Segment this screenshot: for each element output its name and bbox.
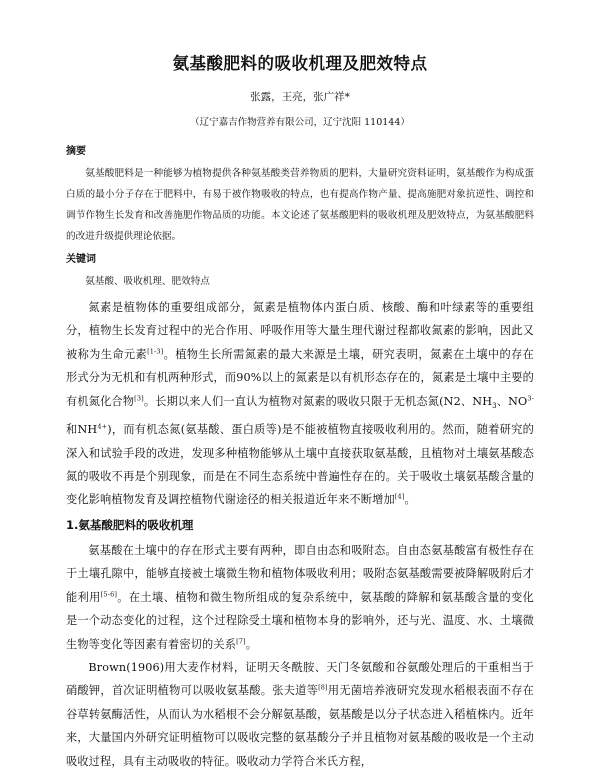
s1-p2-text-b: 用无菌培养液研究发现水稻根表面不存在谷草转氨酶活性，从而认为水稻根不会分解氨基酸，氨基酸是以分子状态进入稻植株内。近年来，大量国内外研究证明植物可以吸收完整的氨基酸分子并且植物对氨基酸的吸收是一个主动吸收过程，具有主动吸收的特征。吸收动力学符合米氏方程， xyxy=(66,684,534,768)
superscript: 4+ xyxy=(97,422,108,431)
s1-text-a: 氨基酸在土壤中的存在形式主要有两种，即自由态和吸附态。自由态氨基酸富有极性存在于土壤孔隙中，能够直接被土壤微生物和植物体吸收利用；吸附态氨基酸需要被降解吸附后才能利用 xyxy=(66,543,534,604)
author-list: 张露，王亮，张广祥* xyxy=(250,91,350,103)
citation-ref: [3] xyxy=(134,393,144,402)
s1-text-b: 。在土壤、植物和微生物所组成的复杂系统中，氨基酸的降解和氨基酸含量的变化是一个动态变化的过程，这个过程除受土壤和植物本身的影响外，还与光、温度、水、土壤微生物等变化等因素有着密切的关系 xyxy=(66,590,534,651)
intro-text-g: 。 xyxy=(404,493,416,507)
s1-p2-text-a: Brown(1906)用大麦作材料，证明天冬酰胺、天门冬氨酸和谷氨酸处理后的干重相当于硝酸钾，首次证明植物可以吸收氨基酸。张夫道等 xyxy=(66,660,534,698)
citation-ref: [7] xyxy=(236,636,246,645)
abstract-label: 摘要 xyxy=(66,146,86,157)
section1-paragraph-1 xyxy=(66,539,534,656)
intro-paragraph xyxy=(66,296,534,512)
section1-paragraph-2 xyxy=(66,656,534,773)
citation-ref: [4] xyxy=(394,492,405,501)
intro-text-f: )，而有机态氮(氨基酸、蛋白质等)是不能被植物直接吸收利用的。然而，随着研究的深入和试验手段的改进，发现多种植物能够从土壤中直接获取氨基酸，且植物对土壤氨基酸态氮的吸收不再是个别现象，而是在不同生态系统中普遍性存在的。关于吸收土壤氨基酸含量的变化影响植物发育及调控植物代谢途径的相关报道近年来不断增加 xyxy=(66,423,534,507)
author-affiliation: （辽宁嘉吉作物营养有限公司，辽宁沈阳 110144） xyxy=(190,117,410,128)
s1-text-c: 。 xyxy=(245,637,258,651)
section-heading: 1.氨基酸肥料的吸收机理 xyxy=(66,517,194,532)
intro-text-a: 氮素是植物体的重要组成部分，氮素是植物体内蛋白质、核酸、酶和叶绿素等的重要组分，植物生长发育过程中的光合作用、呼吸作用等大量生理代谢过程都收氮素的影响，因此又被称为生命元素 xyxy=(66,301,534,361)
superscript: 3- xyxy=(527,393,534,402)
paper-title: 氨基酸肥料的吸收机理及肥效特点 xyxy=(172,54,428,73)
citation-ref: [1-3] xyxy=(147,347,164,356)
intro-text-c: 。长期以来人们一直认为植物对氮素的吸收只限于无机态氮(N2、NH xyxy=(143,394,493,408)
intro-text-d: 、NO xyxy=(496,394,528,408)
keywords-label: 关键词 xyxy=(66,254,96,265)
citation-ref: [5-6] xyxy=(100,589,118,598)
intro-text-e: 和NH xyxy=(66,423,98,437)
subscript: 3 xyxy=(492,401,497,410)
citation-ref: [8] xyxy=(318,683,328,692)
abstract-text: 氨基酸肥料是一种能够为植物提供各种氨基酸类营养物质的肥料，大量研究资料证明，氨基酸作为构成蛋白质的最小分子存在于肥料中，有易于被作物吸收的特点，也有提高作物产量、提高施肥对象抗逆性、调控和调节作物生长发育和改善施肥作物品质的功能。本文论述了氨基酸肥料的吸收机理及肥效特点，为氨基酸肥料的改进升级提供理论依据。 xyxy=(66,168,534,242)
keywords-text: 氨基酸、吸收机理、肥效特点 xyxy=(85,276,210,287)
intro-text-b: 。植物生长所需氮素的最大来源是土壤，研究表明，氮素在土壤中的存在形式分为无机和有机两种形式，而90%以上的氮素是以有机形态存在的，氮素是土壤中主要的有机氮化合物 xyxy=(66,347,534,408)
